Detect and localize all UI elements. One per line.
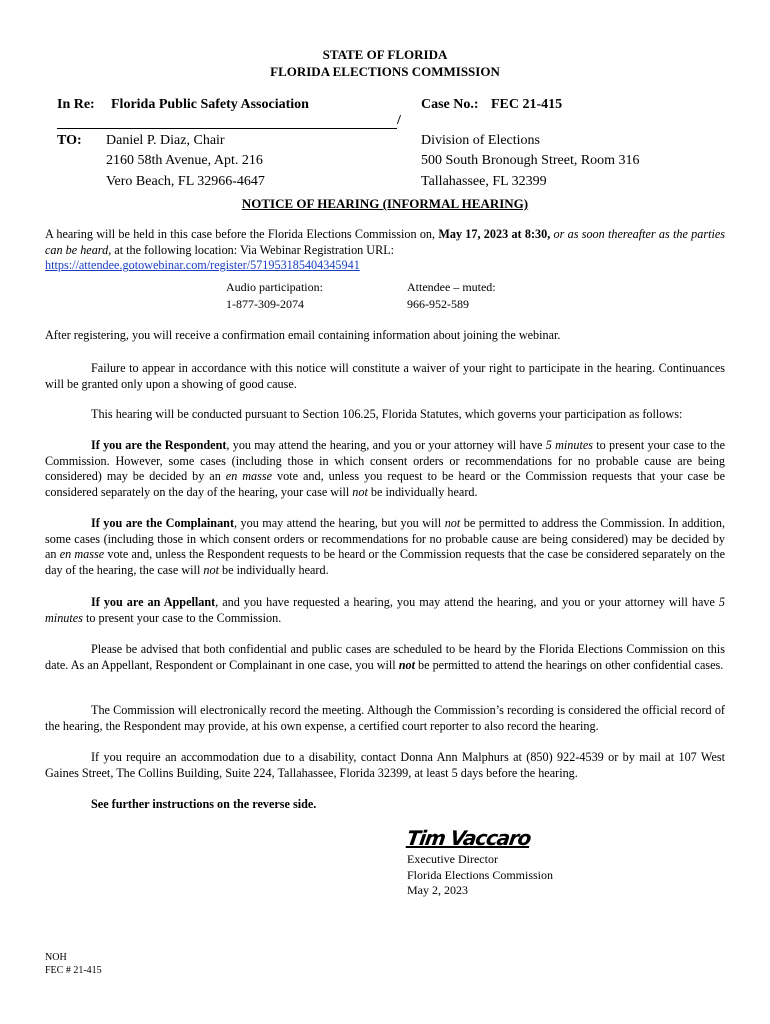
- signer-title: Executive Director: [407, 852, 498, 866]
- header-commission: FLORIDA ELECTIONS COMMISSION: [270, 64, 500, 79]
- after-registering-paragraph: After registering, you will receive a confirmation email containing information about joining the webinar.: [45, 328, 561, 342]
- to-right-line-3: Tallahassee, FL 32399: [421, 174, 547, 189]
- to-left-line-2: 2160 58th Avenue, Apt. 216: [106, 153, 263, 168]
- hearing-paragraph: A hearing will be held in this case before the Florida Elections Commission on, May 17, 2023 at 8:30, or as soon thereafter as the parties can be heard, at the following location: Via Webinar Registration URL: https://attendee.gotowebinar.com/register/571953185404345941: [45, 227, 725, 273]
- to-right-line-1: Division of Elections: [421, 133, 540, 148]
- to-left-line-1: Daniel P. Diaz, Chair: [106, 133, 225, 148]
- advised-paragraph: Please be advised that both confidential and public cases are scheduled to be heard by the Florida Elections Commission on this date. As an Appellant, Respondent or Complainant in one case, you will not be permitted to attend the hearings on other confidential cases.: [45, 642, 725, 672]
- to-left-line-3: Vero Beach, FL 32966-4647: [106, 174, 265, 189]
- signature-date: May 2, 2023: [407, 883, 468, 897]
- footer-noh: NOH: [45, 952, 67, 963]
- to-label: TO:: [57, 133, 82, 148]
- complainant-paragraph: If you are the Complainant, you may attend the hearing, but you will not be permitted to address the Commission. In addition, some cases (including those in which consent orders or recommendations for no probable cause are being considered) may be decided by an en masse vote and, unless the Respondent requests to be heard or the Commission requests that the case be considered separately on the day of the hearing, the case will not be individually heard.: [45, 516, 726, 577]
- signature-script: Tim Vaccaro: [405, 826, 533, 850]
- hearing-date: May 17, 2023 at 8:30,: [438, 227, 551, 241]
- case-no-label: Case No.:: [421, 97, 479, 112]
- in-re-value: Florida Public Safety Association: [111, 97, 309, 112]
- statute-paragraph: This hearing will be conducted pursuant to Section 106.25, Florida Statutes, which governs your participation as follows:: [91, 407, 683, 421]
- to-right-line-2: 500 South Bronough Street, Room 316: [421, 153, 640, 168]
- appellant-paragraph: If you are an Appellant, and you have requested a hearing, you may attend the hearing, and you or your attorney will have 5 minutes to present your case to the Commission.: [45, 595, 725, 625]
- caption-slash: /: [397, 113, 401, 128]
- caption-rule: [57, 128, 397, 129]
- attendee-code: 966-952-589: [407, 297, 469, 311]
- header-state: STATE OF FLORIDA: [322, 47, 448, 62]
- respondent-paragraph: If you are the Respondent, you may attend the hearing, and you or your attorney will have 5 minutes to present your case to the Commission. However, some cases (including those in which consent orders or recommendations for no probable cause are being considered) may be decided by an en masse vote and, unless you request to be heard or the Commission requests that your case be considered separately on the day of the hearing, your case will not be individually heard.: [45, 438, 725, 499]
- accommodation-paragraph: If you require an accommodation due to a disability, contact Donna Ann Malphurs at (850) 922-4539 or by mail at 107 West Gaines Street, The Collins Building, Suite 224, Tallahassee, Florida 32399, at least 5 days before the hearing.: [45, 750, 725, 780]
- signer-organization: Florida Elections Commission: [407, 868, 553, 882]
- audio-number: 1-877-309-2074: [226, 297, 304, 311]
- further-instructions: See further instructions on the reverse side.: [91, 797, 317, 811]
- attendee-label: Attendee – muted:: [407, 280, 496, 294]
- failure-paragraph: Failure to appear in accordance with this notice will constitute a waiver of your right to participate in the hearing. Continuances will be granted only upon a showing of good cause.: [45, 361, 725, 391]
- notice-title: NOTICE OF HEARING (INFORMAL HEARING): [241, 196, 529, 211]
- footer-case-ref: FEC # 21-415: [45, 965, 102, 976]
- case-no-value: FEC 21-415: [491, 97, 563, 112]
- audio-label: Audio participation:: [226, 280, 323, 294]
- record-paragraph: The Commission will electronically record the meeting. Although the Commission’s recording is considered the official record of the hearing, the Respondent may provide, at his own expense, a certified court reporter to also record the hearing.: [45, 703, 725, 733]
- webinar-registration-link[interactable]: https://attendee.gotowebinar.com/register/571953185404345941: [45, 258, 360, 273]
- in-re-label: In Re:: [57, 97, 95, 112]
